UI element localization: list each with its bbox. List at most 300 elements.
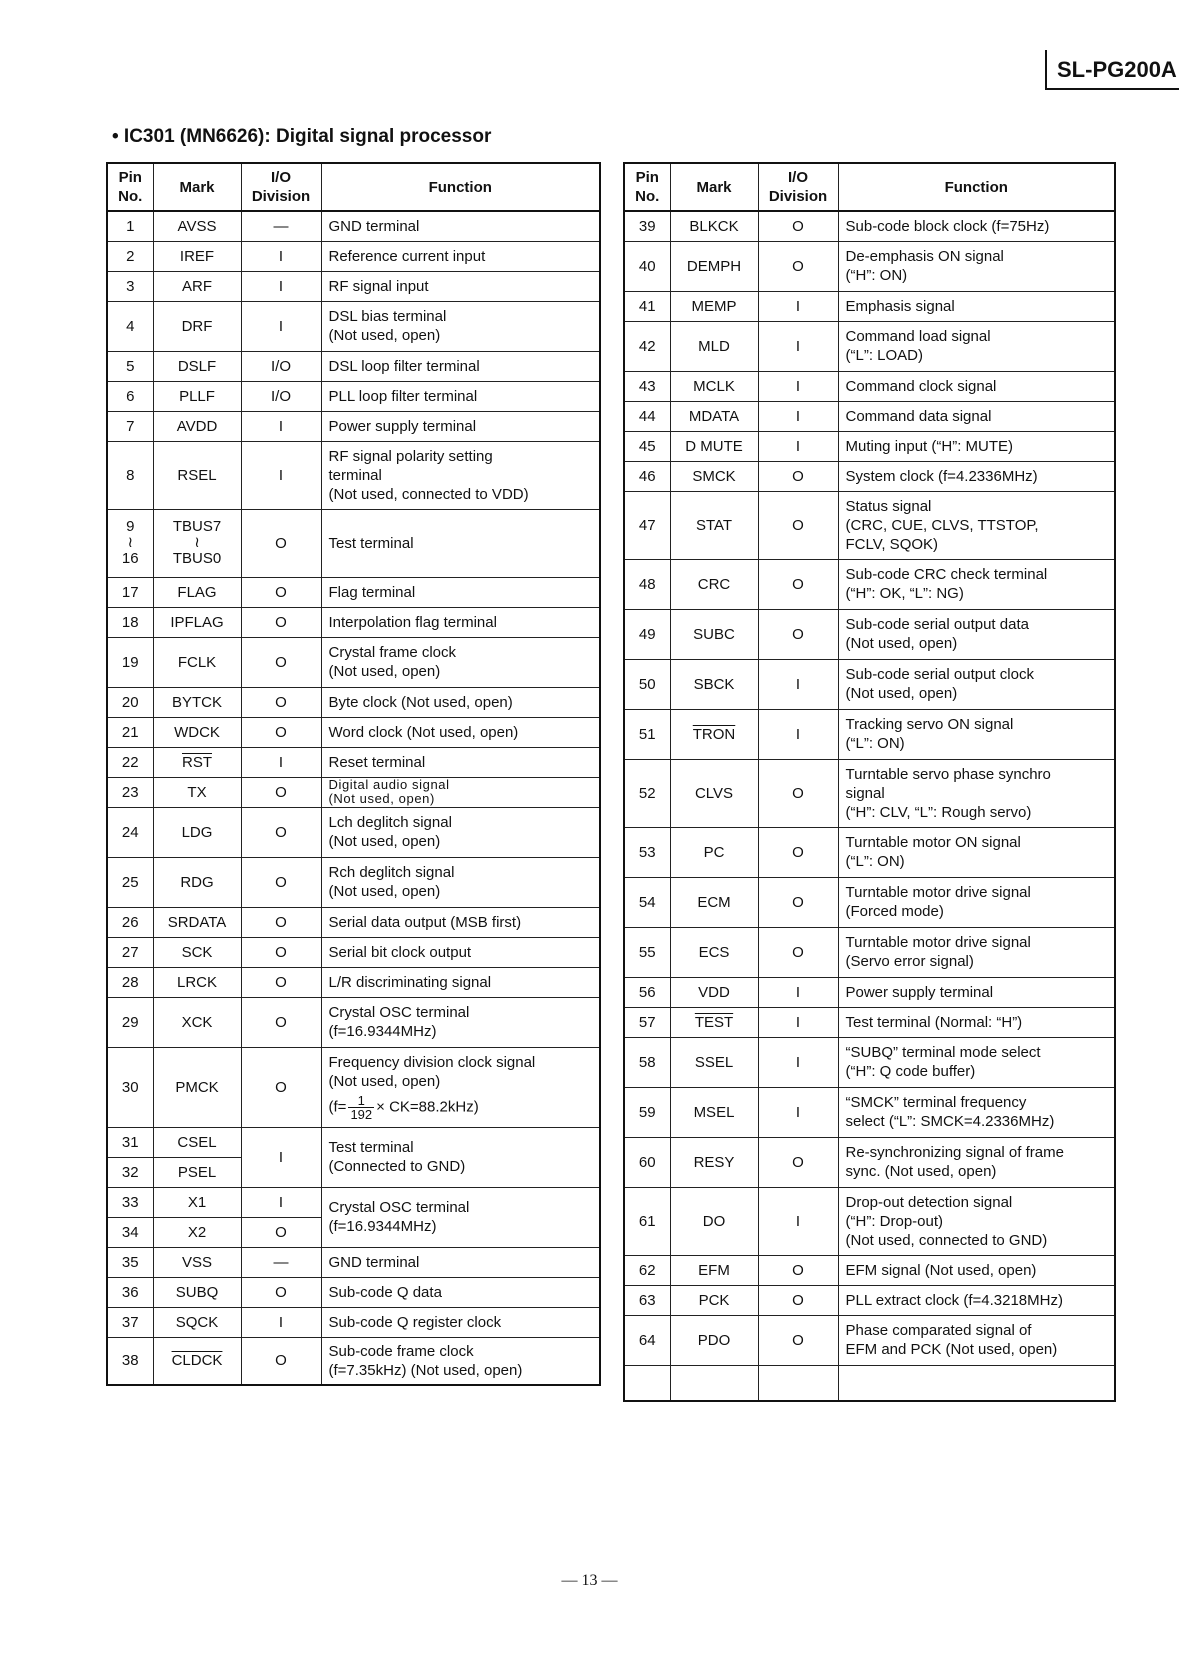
table-row [107,967,600,997]
function-line: (Not used, open) [328,833,441,850]
function-cell [321,777,600,807]
function-cell [321,937,600,967]
table-row [624,559,1115,609]
function-line: sync. (Not used, open) [845,1163,997,1180]
io-cell: I [758,1037,838,1087]
function-line: Crystal frame clock [328,644,457,661]
table-row [624,1285,1115,1315]
function-line: (“H”: Q code buffer) [845,1063,976,1080]
function-cell [838,1007,1115,1037]
function-line: “SUBQ” terminal mode select [845,1044,1041,1061]
pin-cell: 2 [107,241,153,271]
mark-cell: FLAG [153,577,241,607]
io-cell: O [758,491,838,559]
io-cell: I [758,431,838,461]
mark-cell: CLVS [670,759,758,827]
function-line: Emphasis signal [845,297,955,315]
function-cell [838,659,1115,709]
mark-cell: SBCK [670,659,758,709]
function-line: (Not used, open) [328,327,441,344]
function-line: (Not used, connected to VDD) [328,485,529,503]
function-line: RF signal polarity setting [328,447,493,465]
io-cell: I [241,241,321,271]
io-cell: I [758,291,838,321]
function-line: (CRC, CUE, CLVS, TTSTOP, [845,516,1039,534]
function-cell [321,687,600,717]
io-cell: O [241,687,321,717]
io-cell: I [758,977,838,1007]
function-cell [321,301,600,351]
table-row [624,241,1115,291]
section-heading: • IC301 (MN6626): Digital signal processor [112,126,492,147]
pin-cell: 32 [107,1157,153,1187]
function-cell [838,371,1115,401]
mark-cell: AVSS [153,211,241,241]
pin-cell: 1 [107,211,153,241]
mark-cell: RESY [670,1137,758,1187]
mark-cell: CSEL [153,1127,241,1157]
mark-cell: PSEL [153,1157,241,1187]
function-cell [838,461,1115,491]
mark-range-part: TBUS0 [172,550,222,567]
function-cell [321,857,600,907]
pin-cell: 25 [107,857,153,907]
pin-cell: 54 [624,877,670,927]
io-cell: O [241,607,321,637]
table-row [107,577,600,607]
io-cell: I [758,401,838,431]
function-line: Byte clock (Not used, open) [328,693,513,711]
mark-cell: RSEL [153,441,241,509]
function-line: Sub-code serial output data [845,616,1029,633]
table-row [624,977,1115,1007]
function-line: (“L”: LOAD) [845,347,924,364]
function-line: select (“L”: SMCK=4.2336MHz) [845,1113,1055,1130]
model-number: SL-PG200A [1045,50,1179,90]
table-row [107,1127,600,1157]
pin-cell: 50 [624,659,670,709]
table-row [624,461,1115,491]
function-line: “SMCK” terminal frequency [845,1094,1027,1111]
function-line: Crystal OSC terminal [328,1004,470,1021]
function-line: (Forced mode) [845,903,944,920]
function-line: DSL loop filter terminal [328,357,480,375]
function-line: (Not used, connected to GND) [845,1231,1048,1249]
table-row [107,211,600,241]
pin-cell: 26 [107,907,153,937]
function-cell [838,1285,1115,1315]
function-cell [838,1037,1115,1087]
mark-cell: LDG [153,807,241,857]
table-row [107,857,600,907]
io-cell: O [758,609,838,659]
function-line: signal [845,784,885,802]
io-cell: O [241,637,321,687]
pin-cell: 27 [107,937,153,967]
function-line: (“H”: OK, “L”: NG) [845,585,964,602]
function-line: (f=7.35kHz) (Not used, open) [328,1361,523,1379]
function-cell [321,381,600,411]
function-cell [321,271,600,301]
pin-cell: 18 [107,607,153,637]
table-row [107,1187,600,1217]
function-line: Sub-code Q data [328,1283,442,1301]
function-cell [321,1187,600,1247]
mark-cell: X2 [153,1217,241,1247]
io-cell: O [758,461,838,491]
io-cell: O [241,907,321,937]
pin-cell: 55 [624,927,670,977]
table-row [107,301,600,351]
pin-cell: 46 [624,461,670,491]
pin-cell: 37 [107,1307,153,1337]
table-row [624,291,1115,321]
pin-table-left [106,162,601,1386]
table-row [107,997,600,1047]
function-cell [838,709,1115,759]
mark-cell [670,1007,758,1037]
function-line: (Servo error signal) [845,953,974,970]
function-line: Command clock signal [845,377,997,395]
function-cell [838,321,1115,371]
table-row [107,351,600,381]
function-line: Interpolation flag terminal [328,613,497,631]
mark-cell: LRCK [153,967,241,997]
mark-cell: DRF [153,301,241,351]
function-cell [321,997,600,1047]
mark-cell: SSEL [670,1037,758,1087]
mark-cell [153,747,241,777]
mark-overlined: TRON [692,725,736,743]
io-cell: I [241,301,321,351]
function-line: GND terminal [328,217,420,235]
io-cell: I/O [241,381,321,411]
function-line: Frequency division clock signal [328,1054,536,1071]
mark-cell: IPFLAG [153,607,241,637]
pin-cell: 8 [107,441,153,509]
pin-cell: 42 [624,321,670,371]
io-cell: O [241,1277,321,1307]
pin-cell: 28 [107,967,153,997]
function-line: Test terminal [328,1139,414,1156]
mark-cell: MSEL [670,1087,758,1137]
io-cell: I [758,371,838,401]
pin-cell: 36 [107,1277,153,1307]
mark-cell [153,1337,241,1385]
mark-cell: VSS [153,1247,241,1277]
io-cell: O [241,997,321,1047]
pin-cell: 17 [107,577,153,607]
function-cell [321,807,600,857]
function-line: (Not used, open) [328,883,441,900]
mark-cell: MDATA [670,401,758,431]
table-row [107,1307,600,1337]
pin-cell: 59 [624,1087,670,1137]
table-row [624,211,1115,241]
function-line: Rch deglitch signal [328,864,455,881]
pin-table-right [623,162,1116,1402]
function-cell [321,411,600,441]
mark-cell: PCK [670,1285,758,1315]
function-line: PLL extract clock (f=4.3218MHz) [845,1291,1063,1309]
table-row [107,747,600,777]
mark-cell: PLLF [153,381,241,411]
pin-cell: 45 [624,431,670,461]
pin-cell: 60 [624,1137,670,1187]
function-line: Sub-code frame clock [328,1342,474,1360]
function-line: L/R discriminating signal [328,973,492,991]
pin-cell: 61 [624,1187,670,1255]
mark-cell: RDG [153,857,241,907]
function-line: Test terminal (Normal: “H”) [845,1013,1023,1031]
pin-range-part: 16 [121,550,139,567]
function-line-small: Digital audio signal [328,777,450,792]
io-cell: O [241,967,321,997]
pin-cell: 44 [624,401,670,431]
table-row [624,1255,1115,1285]
io-cell: O [758,241,838,291]
table-row [624,431,1115,461]
table-row [624,371,1115,401]
io-cell: I [758,659,838,709]
pin-cell: 29 [107,997,153,1047]
function-line: EFM signal (Not used, open) [845,1261,1037,1279]
pin-cell: 63 [624,1285,670,1315]
io-cell: O [758,1315,838,1365]
io-cell: — [241,211,321,241]
function-cell [838,927,1115,977]
pin-cell: 57 [624,1007,670,1037]
table-row [107,637,600,687]
table-row [107,509,600,577]
pin-range-part: ≀ [127,534,134,551]
function-cell [321,967,600,997]
mark-overlined: $\overline{RST}$ [182,753,212,771]
function-line: Sub-code serial output clock [845,666,1034,683]
function-line-small: (Not used, open) [328,791,435,806]
function-line: (Not used, open) [845,685,958,702]
table-row [107,411,600,441]
function-line: Power supply terminal [328,417,477,435]
table-row [107,607,600,637]
mark-cell: STAT [670,491,758,559]
col-header-function: Function [838,163,1115,211]
pin-cell: 43 [624,371,670,401]
table-row [107,807,600,857]
pin-cell: 31 [107,1127,153,1157]
io-cell: I [241,1307,321,1337]
table-row [624,709,1115,759]
function-line: (“H”: CLV, “L”: Rough servo) [845,803,1032,821]
mark-cell: TX [153,777,241,807]
pin-cell: 21 [107,717,153,747]
function-line: (“L”: ON) [845,853,905,870]
mark-cell: EFM [670,1255,758,1285]
function-cell [321,577,600,607]
function-cell [321,907,600,937]
mark-cell: PC [670,827,758,877]
table-row [107,907,600,937]
io-cell: I [758,1087,838,1137]
col-header-pin: Pin No. [107,163,153,211]
mark-cell: X1 [153,1187,241,1217]
table-row [624,877,1115,927]
function-cell [321,211,600,241]
mark-cell: DSLF [153,351,241,381]
function-line: Lch deglitch signal [328,814,452,831]
function-cell [321,747,600,777]
pin-cell: 34 [107,1217,153,1247]
io-cell: O [241,577,321,607]
table-row [624,321,1115,371]
io-cell: O [758,559,838,609]
function-line: FCLV, SQOK) [845,535,939,553]
io-cell: O [241,937,321,967]
pin-cell: 48 [624,559,670,609]
mark-cell: WDCK [153,717,241,747]
mark-cell: DO [670,1187,758,1255]
table-row [624,1315,1115,1365]
table-row [107,381,600,411]
pin-cell: 52 [624,759,670,827]
formula-suffix: × CK=88.2kHz) [376,1098,479,1116]
table-row [624,759,1115,827]
mark-cell: FCLK [153,637,241,687]
function-formula [329,1094,595,1121]
table-row [624,1037,1115,1087]
mark-cell: VDD [670,977,758,1007]
mark-cell: PMCK [153,1047,241,1127]
pin-cell: 47 [624,491,670,559]
io-cell: O [758,1285,838,1315]
mark-cell: BYTCK [153,687,241,717]
function-line: Flag terminal [328,583,416,601]
pin-cell: 4 [107,301,153,351]
table-row [107,241,600,271]
function-cell [321,241,600,271]
pin-cell: 7 [107,411,153,441]
function-cell [838,827,1115,877]
function-cell [838,559,1115,609]
function-line: EFM and PCK (Not used, open) [845,1341,1058,1358]
io-cell: O [758,827,838,877]
function-line: (f=16.9344MHz) [328,1023,437,1040]
io-cell: O [241,1217,321,1247]
function-line: Command load signal [845,328,991,345]
mark-cell: AVDD [153,411,241,441]
io-cell: O [241,1337,321,1385]
function-line: Turntable motor drive signal [845,934,1031,951]
table-row [107,1277,600,1307]
function-line: (“L”: ON) [845,735,905,752]
function-line: (Connected to GND) [328,1158,466,1175]
mark-cell: SRDATA [153,907,241,937]
io-cell: O [241,509,321,577]
col-header-function: Function [321,163,600,211]
table-row [624,401,1115,431]
io-cell: O [241,777,321,807]
function-line: De-emphasis ON signal [845,248,1004,265]
function-cell [321,637,600,687]
mark-cell: SCK [153,937,241,967]
function-cell [838,241,1115,291]
io-cell: I [241,271,321,301]
function-cell [838,1255,1115,1285]
pin-cell: 22 [107,747,153,777]
io-cell: I [241,1187,321,1217]
io-cell: I [758,1187,838,1255]
pin-cell: 33 [107,1187,153,1217]
function-line: Re-synchronizing signal of frame [845,1144,1064,1161]
col-header-io: I/O Division [758,163,838,211]
pin-cell: 53 [624,827,670,877]
mark-cell: DEMPH [670,241,758,291]
function-cell [838,291,1115,321]
io-cell: O [758,1137,838,1187]
empty-cell [838,1365,1115,1401]
mark-cell: D MUTE [670,431,758,461]
function-line: System clock (f=4.2336MHz) [845,467,1038,485]
function-cell [321,351,600,381]
mark-cell: SUBQ [153,1277,241,1307]
function-line: Drop-out detection signal [845,1193,1013,1211]
function-line: Crystal OSC terminal [328,1199,470,1216]
table-row [624,1365,1115,1401]
mark-cell: MLD [670,321,758,371]
table-row [107,937,600,967]
function-line: Sub-code CRC check terminal [845,566,1048,583]
mark-cell [153,509,241,577]
empty-cell [624,1365,670,1401]
mark-overlined: CLDCK [171,1352,223,1370]
function-cell [838,1187,1115,1255]
function-line: Reference current input [328,247,486,265]
function-line: (f=16.9344MHz) [328,1218,437,1235]
pin-cell: 62 [624,1255,670,1285]
mark-cell: SUBC [670,609,758,659]
table-row [624,659,1115,709]
function-line: Turntable servo phase synchro [845,765,1051,783]
pin-cell: 19 [107,637,153,687]
mark-cell: MCLK [670,371,758,401]
io-cell: O [758,877,838,927]
formula-denominator: 192 [350,1107,373,1122]
function-line: (“H”: Drop-out) [845,1212,944,1230]
empty-cell [758,1365,838,1401]
mark-range-part: TBUS7 [172,518,222,535]
io-cell: I [241,1127,321,1187]
io-cell: I/O [241,351,321,381]
pin-cell: 39 [624,211,670,241]
function-cell [321,1307,600,1337]
pin-cell: 24 [107,807,153,857]
io-cell: O [241,857,321,907]
function-cell [838,401,1115,431]
io-cell: I [241,747,321,777]
pin-cell: 49 [624,609,670,659]
table-row [624,1137,1115,1187]
io-cell: I [758,1007,838,1037]
empty-cell [670,1365,758,1401]
function-cell [838,877,1115,927]
mark-cell: ARF [153,271,241,301]
col-header-pin: Pin No. [624,163,670,211]
table-row [624,609,1115,659]
mark-cell: IREF [153,241,241,271]
function-cell [321,717,600,747]
function-line: Serial bit clock output [328,943,472,961]
pin-cell: 56 [624,977,670,1007]
